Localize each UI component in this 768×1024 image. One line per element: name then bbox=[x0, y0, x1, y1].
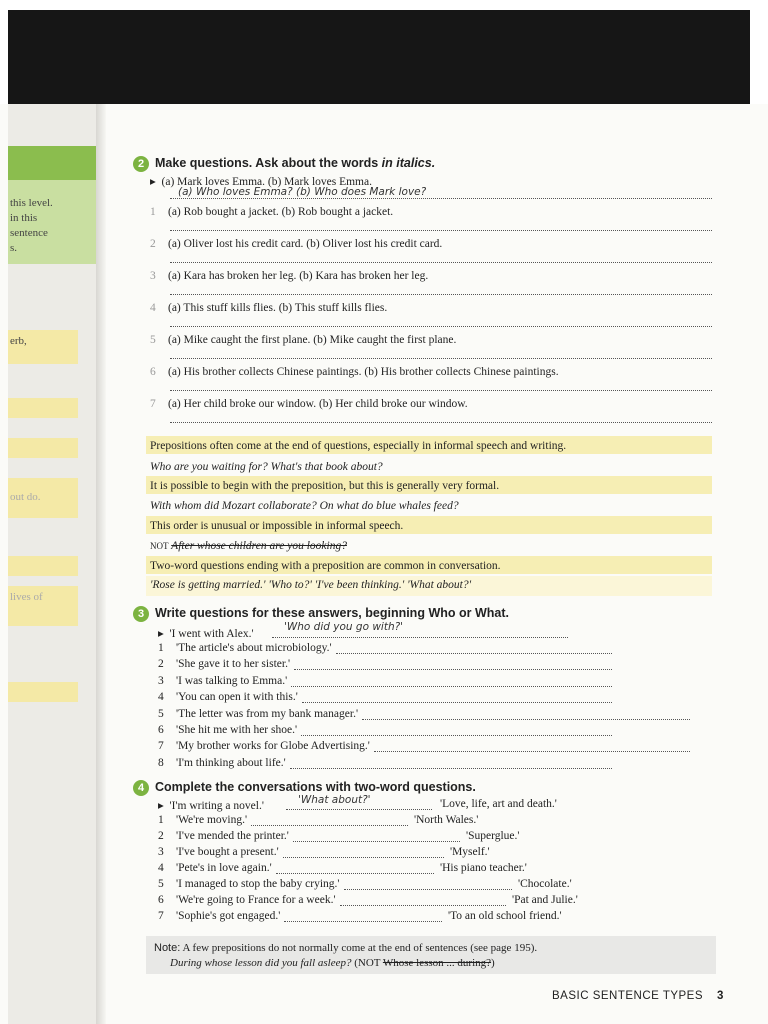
exercise-item: 4 (a) This stuff kills flies. (b) This stuff kills flies. bbox=[150, 302, 388, 314]
answer-line bbox=[170, 294, 712, 295]
answer-line bbox=[170, 198, 712, 199]
answer-line bbox=[294, 669, 612, 670]
answer-line bbox=[170, 358, 712, 359]
left-fragment: erb, bbox=[10, 335, 27, 347]
answer-line bbox=[290, 768, 612, 769]
example-answer: 'What about?' bbox=[298, 794, 371, 806]
left-green-header bbox=[8, 146, 98, 180]
grammar-example: Who are you waiting for? What's that book about? bbox=[150, 461, 383, 473]
conversation-reply: 'Myself.' bbox=[450, 846, 490, 858]
conversation-reply: 'His piano teacher.' bbox=[440, 862, 527, 874]
section-2-heading: 2 Make questions. Ask about the words in italics. bbox=[133, 156, 435, 172]
answer-line bbox=[170, 326, 712, 327]
scan-dark-band bbox=[8, 10, 750, 104]
exercise-item: 7 'My brother works for Globe Advertising.' bbox=[158, 740, 370, 753]
page-gutter bbox=[96, 104, 106, 1024]
answer-line bbox=[293, 841, 460, 842]
conversation-reply: 'North Wales.' bbox=[414, 814, 479, 826]
exercise-item: 5 (a) Mike caught the first plane. (b) Mike caught the first plane. bbox=[150, 334, 457, 346]
answer-line bbox=[286, 809, 432, 810]
example-line: ▸ 'I'm writing a novel.' bbox=[158, 800, 264, 812]
exercise-item: 3 'I've bought a present.' bbox=[158, 846, 279, 858]
grammar-line: It is possible to begin with the preposition, but this is generally very formal. bbox=[150, 480, 500, 492]
answer-line bbox=[374, 751, 690, 752]
note-line: During whose lesson did you fall asleep? (NOT Whose lesson ... during?) bbox=[170, 957, 495, 969]
answer-line bbox=[302, 702, 612, 703]
section-number-badge: 4 bbox=[133, 780, 149, 796]
note-line: Note: A few prepositions do not normally come at the end of sentences (see page 195). bbox=[154, 942, 538, 954]
exercise-item: 3 (a) Kara has broken her leg. (b) Kara has broken her leg. bbox=[150, 270, 429, 282]
grammar-example: NOT After whose children are you looking? bbox=[150, 540, 347, 552]
section-3-heading: 3 Write questions for these answers, beginning Who or What. bbox=[133, 606, 509, 622]
answer-line bbox=[170, 262, 712, 263]
exercise-item: 1 'We're moving.' bbox=[158, 814, 248, 826]
grammar-example: 'Rose is getting married.' 'Who to?' 'I've been thinking.' 'What about?' bbox=[150, 579, 472, 591]
exercise-item: 2 (a) Oliver lost his credit card. (b) Oliver lost his credit card. bbox=[150, 238, 443, 250]
section-number-badge: 3 bbox=[133, 606, 149, 622]
left-yellow-strip bbox=[8, 556, 78, 576]
exercise-item: 6 'We're going to France for a week.' bbox=[158, 894, 336, 906]
left-yellow-strip bbox=[8, 682, 78, 702]
exercise-item: 7 'Sophie's got engaged.' bbox=[158, 910, 281, 922]
grammar-line: Prepositions often come at the end of questions, especially in informal speech and writing. bbox=[150, 440, 567, 452]
answer-line bbox=[291, 686, 612, 687]
top-border bbox=[0, 0, 768, 104]
conversation-reply: 'Chocolate.' bbox=[518, 878, 572, 890]
exercise-item: 5 'The letter was from my bank manager.' bbox=[158, 707, 359, 720]
grammar-line: This order is unusual or impossible in informal speech. bbox=[150, 520, 404, 532]
exercise-item: 5 'I managed to stop the baby crying.' bbox=[158, 878, 340, 890]
example-line: ▸ 'I went with Alex.' bbox=[158, 628, 254, 640]
answer-line bbox=[251, 825, 408, 826]
answer-line bbox=[362, 719, 690, 720]
left-yellow-strip bbox=[8, 398, 78, 418]
left-fragment: lives of bbox=[10, 591, 43, 603]
page-footer bbox=[552, 990, 724, 1002]
answer-line bbox=[344, 889, 512, 890]
answer-line bbox=[283, 857, 444, 858]
example-reply: 'Love, life, art and death.' bbox=[440, 798, 557, 810]
exercise-item: 6 (a) His brother collects Chinese paintings. (b) His brother collects Chinese paintings. bbox=[150, 366, 559, 378]
example-line: ▸ (a) Mark loves Emma. (b) Mark loves Emma. bbox=[150, 176, 372, 188]
grammar-line: Two-word questions ending with a preposition are common in conversation. bbox=[150, 560, 501, 572]
page-number: 3 bbox=[717, 990, 724, 1002]
conversation-reply: 'Superglue.' bbox=[466, 830, 520, 842]
conversation-reply: 'To an old school friend.' bbox=[448, 910, 562, 922]
exercise-item: 4 'You can open it with this.' bbox=[158, 691, 298, 704]
exercise-item: 7 (a) Her child broke our window. (b) Her child broke our window. bbox=[150, 398, 468, 410]
section-number-badge: 2 bbox=[133, 156, 149, 172]
grammar-example: With whom did Mozart collaborate? On what do blue whales feed? bbox=[150, 500, 459, 512]
left-fragment: out do. bbox=[10, 491, 41, 503]
example-answer: (a) Who loves Emma? (b) Who does Mark love? bbox=[178, 186, 427, 198]
answer-line bbox=[170, 390, 712, 391]
section-4-heading: 4 Complete the conversations with two-word questions. bbox=[133, 780, 476, 796]
answer-line bbox=[272, 637, 568, 638]
answer-line bbox=[340, 905, 506, 906]
exercise-item: 3 'I was talking to Emma.' bbox=[158, 674, 288, 687]
answer-line bbox=[276, 873, 434, 874]
answer-line bbox=[284, 921, 442, 922]
exercise-item: 1 'The article's about microbiology.' bbox=[158, 642, 332, 654]
answer-line bbox=[336, 653, 612, 654]
example-answer: 'Who did you go with?' bbox=[284, 621, 404, 633]
exercise-item: 2 'I've mended the printer.' bbox=[158, 830, 289, 842]
exercise-item: 8 'I'm thinking about life.' bbox=[158, 756, 286, 769]
exercise-item: 2 'She gave it to her sister.' bbox=[158, 658, 291, 671]
exercise-item: 4 'Pete's in love again.' bbox=[158, 862, 272, 874]
exercise-item: 6 'She hit me with her shoe.' bbox=[158, 724, 298, 736]
footer-title: BASIC SENTENCE TYPES bbox=[552, 990, 704, 1002]
answer-line bbox=[301, 735, 612, 736]
answer-line bbox=[170, 230, 712, 231]
conversation-reply: 'Pat and Julie.' bbox=[512, 894, 578, 906]
left-yellow-strip bbox=[8, 438, 78, 458]
answer-line bbox=[170, 422, 712, 423]
exercise-item: 1 (a) Rob bought a jacket. (b) Rob bought a jacket. bbox=[150, 206, 394, 218]
left-green-text: this level. in this sentence s. bbox=[10, 197, 53, 254]
